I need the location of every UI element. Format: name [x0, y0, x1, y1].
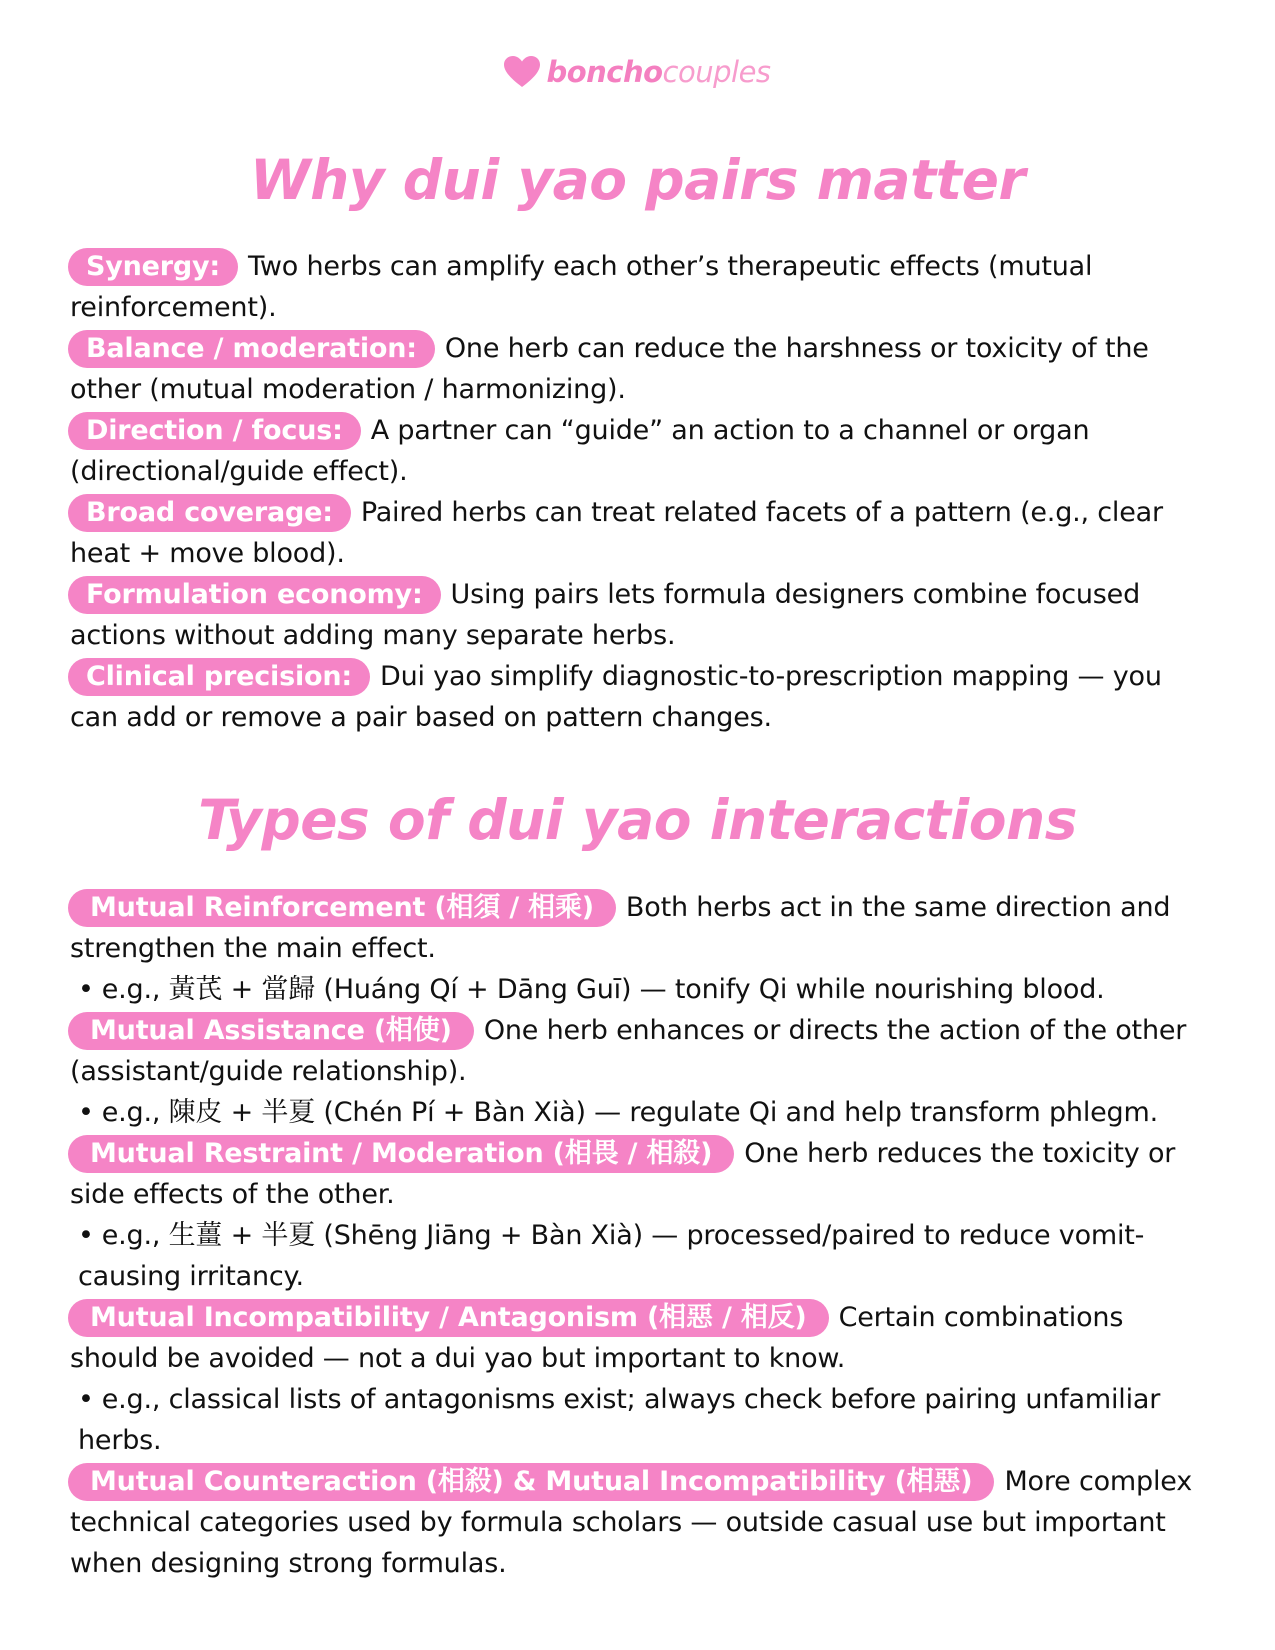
tag-label: Mutual Incompatibility / Antagonism (相惡 / 相反) [68, 1299, 829, 1337]
item-text: One herb reduces the toxicity or side effects of the other. [70, 1138, 1176, 1210]
example-line [70, 1379, 1210, 1461]
bullet: • [78, 1097, 94, 1128]
why-item [70, 492, 1210, 574]
brand-name-light: couples [662, 54, 771, 89]
example-line [70, 969, 1210, 1010]
types-list [70, 887, 1210, 1584]
heart-icon [504, 56, 540, 88]
why-item [70, 574, 1210, 656]
tag-label: Formulation economy: [68, 576, 441, 614]
tag-label: Mutual Counteraction (相殺) & Mutual Incompatibility (相惡) [68, 1463, 994, 1501]
type-item [70, 887, 1210, 969]
why-item [70, 410, 1210, 492]
brand-name [546, 54, 771, 89]
item-text: One herb can reduce the harshness or toxicity of the other (mutual moderation / harmonizing). [70, 333, 1149, 405]
example-line [70, 1215, 1210, 1297]
item-text: Using pairs lets formula designers combine focused actions without adding many separate herbs. [70, 579, 1141, 651]
tag-label: Synergy: [68, 248, 238, 286]
type-item [70, 1010, 1210, 1092]
section-title-why: Why dui yao pairs matter [249, 148, 1026, 212]
tag-label: Clinical precision: [68, 658, 370, 696]
why-list [70, 246, 1210, 738]
type-item [70, 1133, 1210, 1215]
bullet: • [78, 974, 94, 1005]
tag-label: Balance / moderation: [68, 330, 435, 368]
bullet: • [78, 1220, 94, 1251]
example-text: e.g., 黃芪 + 當歸 (Huáng Qí + Dāng Guī) — tonify Qi while nourishing blood. [101, 974, 1105, 1005]
item-text: One herb enhances or directs the action of the other (assistant/guide relationship). [70, 1015, 1187, 1087]
example-text: e.g., 陳皮 + 半夏 (Chén Pí + Bàn Xià) — regulate Qi and help transform phlegm. [101, 1097, 1158, 1128]
brand-name-bold: boncho [546, 54, 663, 89]
tag-label: Mutual Restraint / Moderation (相畏 / 相殺) [68, 1135, 734, 1173]
tag-label: Mutual Reinforcement (相須 / 相乘) [68, 889, 616, 927]
type-item [70, 1297, 1210, 1379]
example-text: e.g., 生薑 + 半夏 (Shēng Jiāng + Bàn Xià) — processed/paired to reduce vomit-causing irritancy. [78, 1220, 1145, 1292]
tag-label: Broad coverage: [68, 494, 351, 532]
type-item [70, 1461, 1210, 1584]
tag-label: Direction / focus: [68, 412, 361, 450]
bullet: • [78, 1384, 94, 1415]
example-text: e.g., classical lists of antagonisms exist; always check before pairing unfamiliar herbs. [78, 1384, 1161, 1456]
why-item [70, 656, 1210, 738]
item-text: Certain combinations should be avoided — not a dui yao but important to know. [70, 1302, 1124, 1374]
item-text: Two herbs can amplify each other’s therapeutic effects (mutual reinforcement). [70, 251, 1093, 323]
example-line [70, 1092, 1210, 1133]
why-item [70, 328, 1210, 410]
item-text: More complex technical categories used by formula scholars — outside casual use but important when designing strong formulas. [70, 1466, 1192, 1579]
section-title-types: Types of dui yao interactions [198, 788, 1077, 852]
item-text: A partner can “guide” an action to a channel or organ (directional/guide effect). [70, 415, 1090, 487]
brand-logo [0, 56, 1275, 88]
tag-label: Mutual Assistance (相使) [68, 1012, 474, 1050]
item-text: Paired herbs can treat related facets of a pattern (e.g., clear heat + move blood). [70, 497, 1163, 569]
item-text: Dui yao simplify diagnostic-to-prescription mapping — you can add or remove a pair based on pattern changes. [70, 661, 1162, 733]
why-item [70, 246, 1210, 328]
item-text: Both herbs act in the same direction and strengthen the main effect. [70, 892, 1171, 964]
